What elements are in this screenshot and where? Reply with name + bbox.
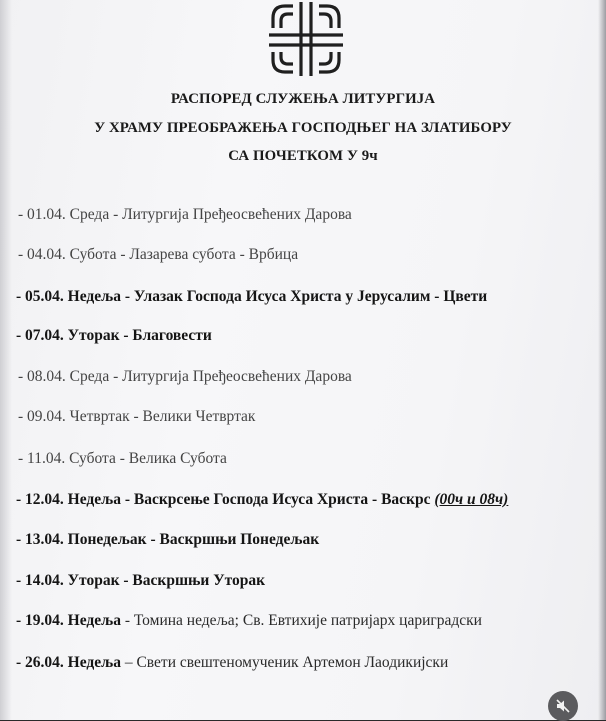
schedule-day: Недеља — [67, 288, 121, 305]
page-edge-shadow-right — [598, 0, 606, 720]
schedule-event: - Лазарева субота - Врбица — [120, 246, 299, 263]
heading-line-3: СА ПОЧЕТКОМ У 9ч — [228, 148, 378, 164]
schedule-event: - Улазак Господа Исуса Христа у Јерусалим - Цвети — [124, 288, 488, 305]
speaker-muted-icon — [555, 698, 571, 714]
schedule-row — [16, 327, 212, 345]
schedule-event: - Васкршњи Понедељак — [150, 531, 320, 548]
schedule-row — [18, 206, 352, 224]
schedule-date: - 19.04. — [16, 612, 64, 629]
schedule-row — [18, 450, 227, 468]
schedule-day: Уторак — [67, 327, 120, 344]
heading-line-1: РАСПОРЕД СЛУЖЕЊА ЛИТУРГИЈА — [170, 91, 436, 107]
schedule-date: - 09.04. — [18, 408, 66, 425]
schedule-day: Понедељак — [67, 531, 147, 548]
schedule-event: - Томина недеља; Св. Евтихије патријарх цариградски — [124, 612, 482, 629]
schedule-event: - Васкрсење Господа Исуса Христа - Васкрс — [124, 491, 431, 508]
schedule-event: - Литургија Пређеосвећених Дарова — [113, 368, 352, 385]
schedule-row — [16, 572, 265, 590]
schedule-date: - 05.04. — [16, 288, 64, 305]
schedule-event: - Литургија Пређеосвећених Дарова — [113, 206, 352, 223]
schedule-day: Недеља — [67, 612, 121, 629]
heading-line-2: У ХРАМУ ПРЕОБРАЖЕЊА ГОСПОДЊЕГ НА ЗЛАТИБОРУ — [94, 120, 512, 136]
schedule-day: Уторак — [67, 572, 120, 589]
schedule-date: - 08.04. — [18, 368, 66, 385]
schedule-event-times: (00ч и 08ч) — [434, 491, 509, 508]
schedule-row — [16, 531, 319, 549]
schedule-day: Недеља — [67, 654, 121, 671]
page-edge-shadow-left — [0, 0, 12, 720]
schedule-date: - 07.04. — [16, 327, 64, 344]
schedule-event: - Благовести — [123, 327, 212, 344]
schedule-day: Субота — [69, 246, 117, 263]
schedule-day: Четвртак — [69, 408, 130, 425]
schedule-row — [16, 612, 482, 630]
schedule-date: - 12.04. — [16, 491, 64, 508]
schedule-row — [18, 368, 352, 386]
schedule-row — [18, 246, 298, 264]
schedule-event: - Васкршњи Уторак — [123, 572, 266, 589]
mute-button[interactable] — [548, 691, 578, 721]
schedule-event: – Свети свештеномученик Артемон Лаодикијски — [124, 654, 449, 671]
schedule-event: - Велики Четвртак — [133, 408, 256, 425]
schedule-date: - 11.04. — [18, 450, 66, 467]
schedule-day: Среда — [69, 206, 110, 223]
schedule-row — [18, 408, 255, 426]
schedule-day: Субота — [69, 450, 116, 467]
schedule-event: - Велика Субота — [119, 450, 227, 467]
schedule-date: - 26.04. — [16, 654, 64, 671]
schedule-row — [16, 288, 487, 306]
schedule-day: Среда — [69, 368, 110, 385]
schedule-date: - 14.04. — [16, 572, 64, 589]
schedule-date: - 04.04. — [18, 246, 66, 263]
cross-emblem-icon — [263, 2, 349, 76]
schedule-date: - 01.04. — [18, 206, 66, 223]
schedule-row — [16, 491, 508, 509]
schedule-date: - 13.04. — [16, 531, 64, 548]
schedule-day: Недеља — [67, 491, 121, 508]
schedule-row — [16, 654, 448, 672]
